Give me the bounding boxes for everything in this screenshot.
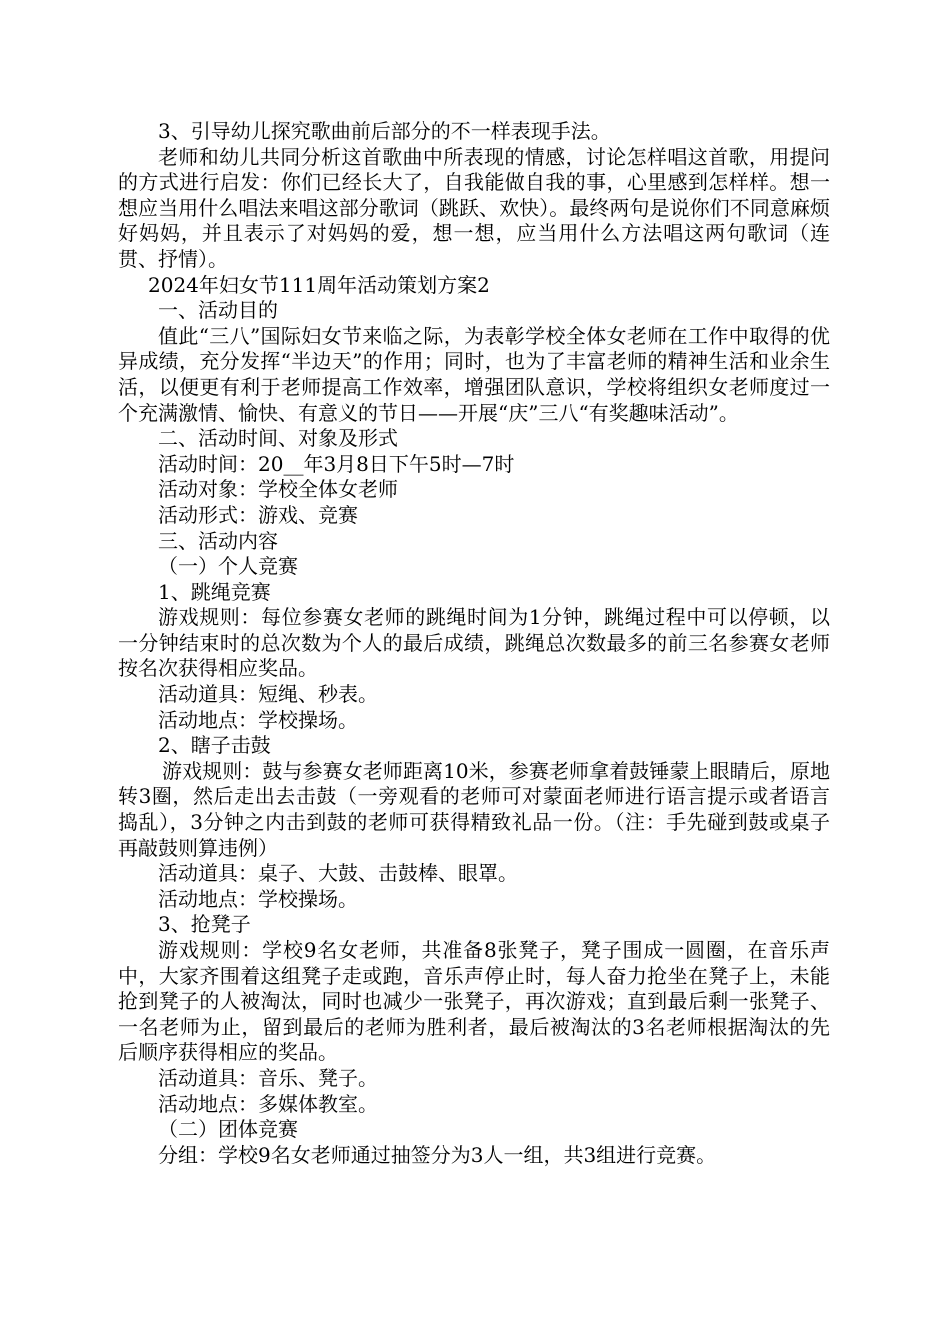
paragraph: 游戏规则：每位参赛女老师的跳绳时间为1分钟，跳绳过程中可以停顿，以一分钟结束时的总次数为个人的最后成绩，跳绳总次数最多的前三名参赛女老师按名次获得相应奖品。 [118,605,830,681]
item-heading: 3、抢凳子 [158,912,251,937]
section-heading: 二、活动时间、对象及形式 [158,426,398,451]
paragraph: 活动道具：短绳、秒表。 [158,682,378,707]
paragraph: 活动地点：学校操场。 [158,886,358,911]
section-heading: 三、活动内容 [158,528,278,553]
paragraph: 活动地点：多媒体教室。 [158,1091,378,1116]
subsection-heading: （二）团体竞赛 [158,1117,298,1142]
subsection-heading: （一）个人竞赛 [158,554,298,579]
section-heading: 2024年妇女节111周年活动策划方案2 [148,272,490,297]
paragraph: 活动道具：音乐、凳子。 [158,1065,378,1090]
paragraph: 活动形式：游戏、竞赛 [158,502,358,527]
document-body [118,119,830,1168]
paragraph: 值此“三八”国际妇女节来临之际，为表彰学校全体女老师在工作中取得的优异成绩，充分发挥“半边天”的作用；同时，也为了丰富老师的精神生活和业余生活，以便更有利于老师提高工作效率，增强团队意识，学校将组织女老师度过一个充满激情、愉快、有意义的节日——开展“庆”三八“有奖趣味活动”。 [118,323,830,425]
item-heading: 1、跳绳竞赛 [158,579,271,604]
paragraph: 分组：学校9名女老师通过抽签分为3人一组，共3组进行竞赛。 [158,1142,717,1167]
section-heading: 一、活动目的 [158,298,278,323]
paragraph: 活动道具：桌子、大鼓、击鼓棒、眼罩。 [158,861,518,886]
item-heading: 2、瞎子击鼓 [158,733,271,758]
paragraph: 活动时间：20__年3月8日下午5时—7时 [158,451,515,476]
paragraph: 活动对象：学校全体女老师 [158,477,398,502]
paragraph: 活动地点：学校操场。 [158,707,358,732]
paragraph: 老师和幼儿共同分析这首歌曲中所表现的情感，讨论怎样唱这首歌，用提问的方式进行启发：你们已经长大了，自我能做自我的事，心里感到怎样样。想一想应当用什么唱法来唱这部分歌词（跳跃、欢快）。最终两句是说你们不同意麻烦好妈妈，并且表示了对妈妈的爱，想一想，应当用什么方法唱这两句歌词（连贯、抒情）。 [118,144,830,271]
paragraph: 游戏规则：学校9名女老师，共准备8张凳子，凳子围成一圆圈，在音乐声中，大家齐围着这组凳子走或跑，音乐声停止时，每人奋力抢坐在凳子上，未能抢到凳子的人被淘汰，同时也减少一张凳子，再次游戏；直到最后剩一张凳子、一名老师为止，留到最后的老师为胜利者，最后被淘汰的3名老师根据淘汰的先后顺序获得相应的奖品。 [118,938,830,1065]
paragraph: 3、引导幼儿探究歌曲前后部分的不一样表现手法。 [158,119,611,143]
paragraph: 游戏规则：鼓与参赛女老师距离10米，参赛老师拿着鼓锤蒙上眼睛后，原地转3圈，然后走出去击鼓（一旁观看的老师可对蒙面老师进行语言提示或者语言捣乱），3分钟之内击到鼓的老师可获得精致礼品一份。（注：手先碰到鼓或桌子再敲鼓则算违例） [118,758,830,860]
